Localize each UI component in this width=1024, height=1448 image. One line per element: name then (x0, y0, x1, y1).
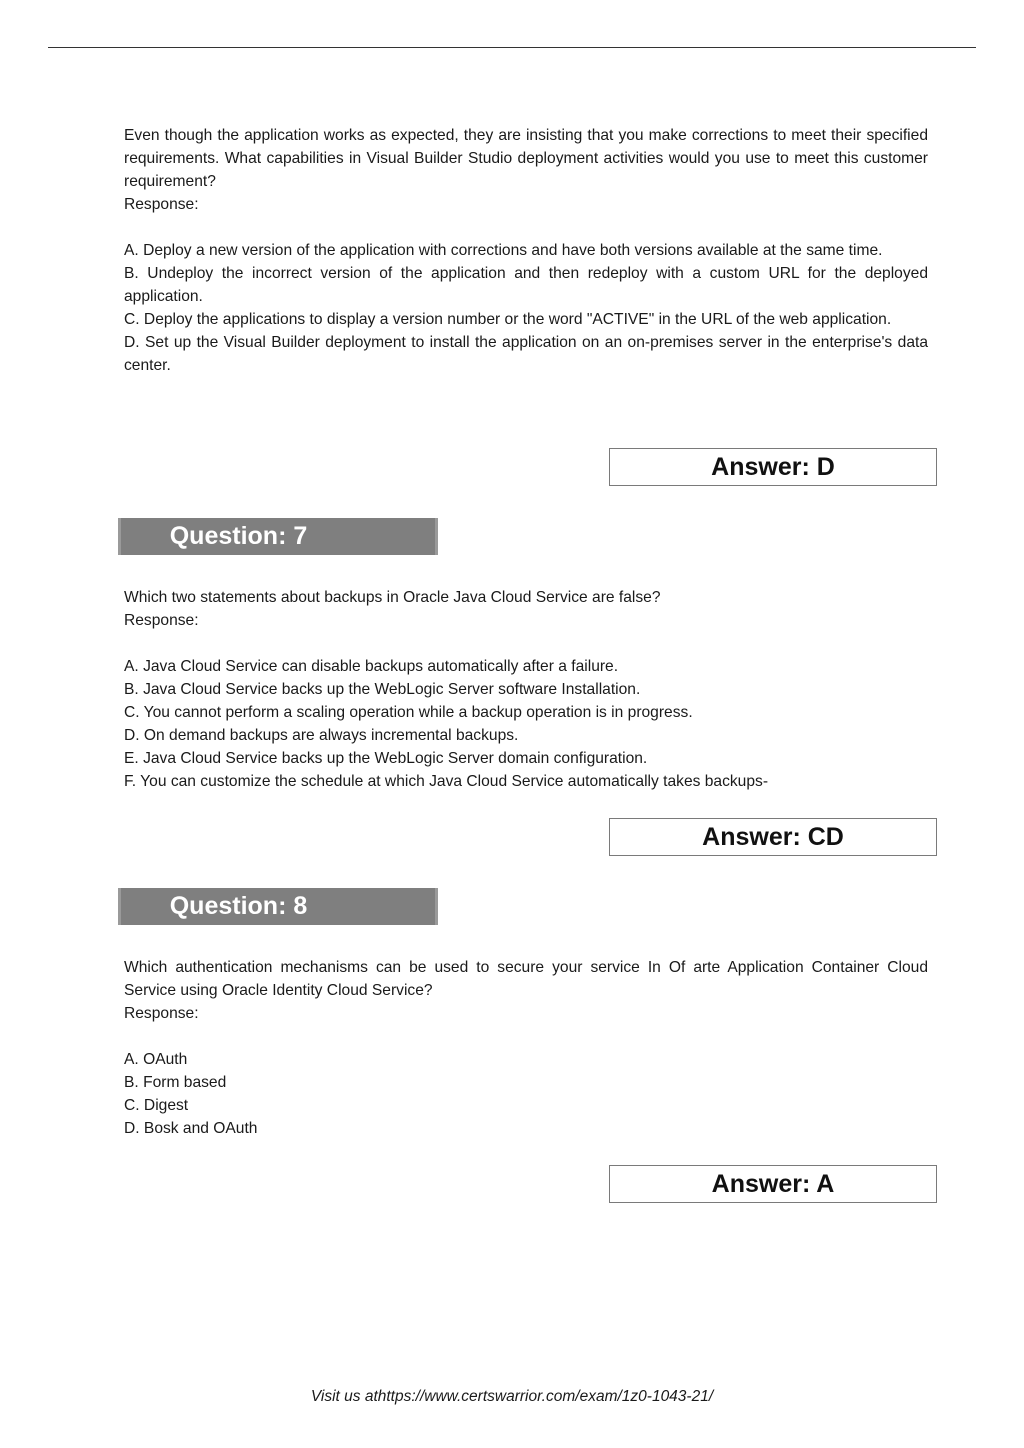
response-label: Response: (124, 1005, 199, 1022)
option-a: A. Java Cloud Service can disable backups automatically after a failure. (124, 658, 619, 675)
option-c: C. You cannot perform a scaling operation while a backup operation is in progress. (124, 704, 693, 721)
option-d: D. Set up the Visual Builder deployment to install the application on an on-premises server in the enterprise's data center. (124, 334, 928, 374)
question-stem: Even though the application works as expected, they are insisting that you make corrections to meet their specified requirements. What capabilities in Visual Builder Studio deployment activities would you use to meet this customer requirement? (124, 127, 928, 190)
option-e: E. Java Cloud Service backs up the WebLogic Server domain configuration. (124, 750, 648, 767)
option-d: D. On demand backups are always incremental backups. (124, 727, 519, 744)
footer-link[interactable]: Visit us athttps://www.certswarrior.com/exam/1z0-1043-21/ (310, 1388, 714, 1405)
question-6-body (124, 124, 928, 377)
option-d: D. Bosk and OAuth (124, 1120, 258, 1137)
top-rule (48, 47, 976, 48)
question-stem: Which authentication mechanisms can be used to secure your service In Of arte Application Container Cloud Service using Oracle Identity Cloud Service? (124, 959, 928, 999)
response-label: Response: (124, 612, 199, 629)
question-8-body (124, 956, 928, 1140)
option-c: C. Deploy the applications to display a version number or the word "ACTIVE" in the URL of the web application. (124, 311, 892, 328)
option-c: C. Digest (124, 1097, 189, 1114)
option-a: A. OAuth (124, 1051, 188, 1068)
question-stem: Which two statements about backups in Oracle Java Cloud Service are false? (124, 589, 661, 606)
response-label: Response: (124, 196, 199, 213)
answer-box: Answer: CD (609, 818, 937, 856)
option-b: B. Undeploy the incorrect version of the application and then redeploy with a custom URL for the deployed application. (124, 265, 928, 305)
question-heading (118, 518, 438, 555)
option-b: B. Java Cloud Service backs up the WebLogic Server software Installation. (124, 681, 641, 698)
option-a: A. Deploy a new version of the application with corrections and have both versions available at the same time. (124, 242, 883, 259)
option-b: B. Form based (124, 1074, 227, 1091)
answer-box: Answer: A (609, 1165, 937, 1203)
question-7-body (124, 586, 928, 793)
answer-box: Answer: D (609, 448, 937, 486)
option-f: F. You can customize the schedule at which Java Cloud Service automatically takes backups- (124, 773, 769, 790)
question-heading (118, 888, 438, 925)
question-heading-label: Question: 7 (169, 522, 308, 550)
question-heading-label: Question: 8 (169, 892, 308, 920)
